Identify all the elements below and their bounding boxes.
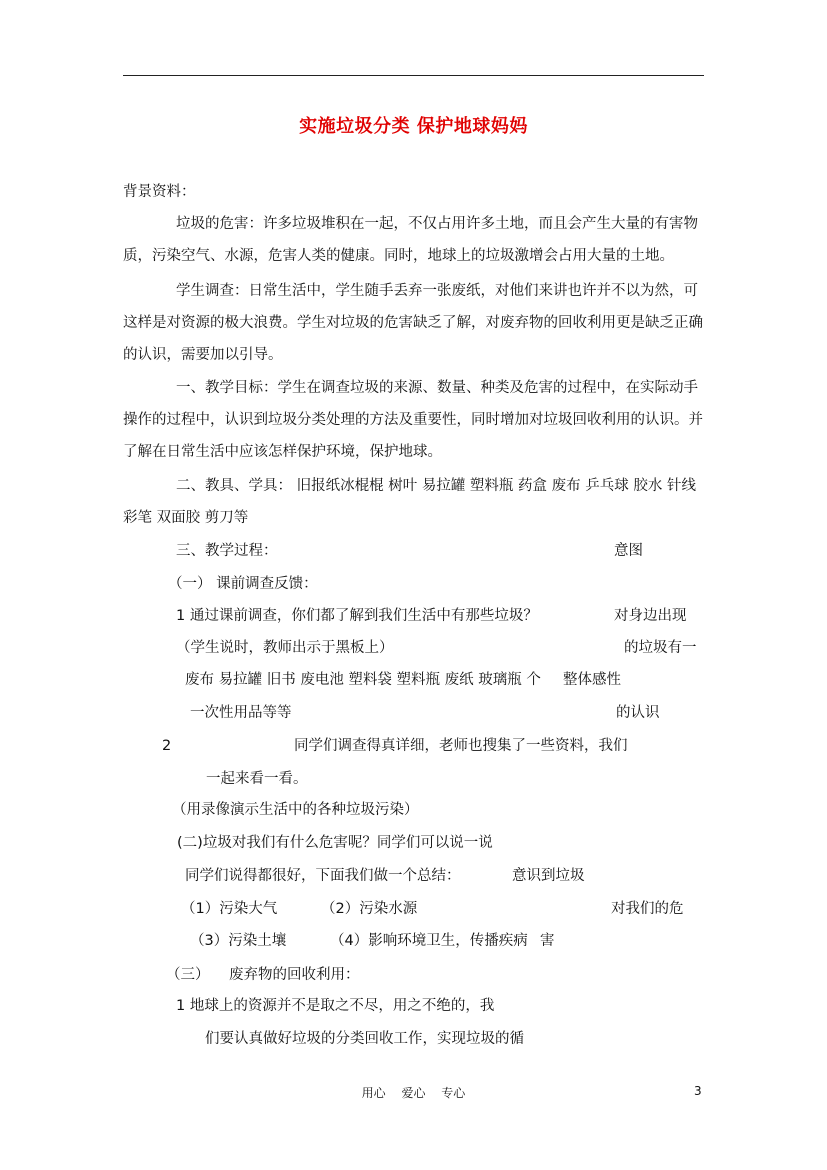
paragraph-line: （1）污染大气	[181, 901, 278, 917]
intent-column-line: 意识到垃圾	[512, 868, 585, 884]
intent-column-line: 意图	[614, 543, 643, 559]
paragraph-line: 操作的过程中，认识到垃圾分类处理的方法及重要性，同时增加对垃圾回收利用的认识。并	[123, 412, 703, 428]
paragraph-line: 一起来看一看。	[206, 771, 308, 787]
intent-column-line: 对我们的危	[611, 901, 684, 917]
paragraph-line: 学生调查：日常生活中，学生随手丢弃一张废纸，对他们来讲也许并不以为然，可	[176, 283, 698, 299]
intent-column-line: 的认识	[616, 705, 660, 721]
paragraph-line: 同学们说得都很好，下面我们做一个总结：	[185, 868, 461, 884]
intent-column-line: 害	[540, 933, 555, 949]
paragraph-line: 这样是对资源的极大浪费。学生对垃圾的危害缺乏了解，对废弃物的回收利用更是缺乏正确	[123, 315, 703, 331]
paragraph-line: （3）污染土壤	[190, 933, 287, 949]
section-heading: 背景资料：	[123, 184, 196, 200]
paragraph-line: 废弃物的回收利用：	[229, 967, 360, 983]
paragraph-line: 废布 易拉罐 旧书 废电池 塑料袋 塑料瓶 废纸 玻璃瓶 个	[185, 672, 541, 688]
paragraph-line: 1 通过课前调查，你们都了解到我们生活中有那些垃圾？	[176, 608, 538, 624]
intent-column-line: 对身边出现	[614, 608, 687, 624]
paragraph-line: 了解在日常生活中应该怎样保护环境，保护地球。	[123, 444, 442, 460]
paragraph-line: (二)垃圾对我们有什么危害呢？同学们可以说一说	[177, 835, 493, 851]
header-rule	[123, 75, 704, 76]
intent-column-line: 的垃圾有一	[624, 640, 697, 656]
footer-motto: 用心 爱心 专心	[361, 1086, 466, 1100]
document-title: 实施垃圾分类 保护地球妈妈	[299, 116, 528, 137]
paragraph-line: 2	[162, 738, 172, 754]
paragraph-line: 三、教学过程：	[176, 543, 278, 559]
page-number: 3	[694, 1084, 702, 1098]
paragraph-line: 彩笔 双面胶 剪刀等	[123, 510, 249, 526]
paragraph-line: 同学们调查得真详细，老师也搜集了一些资料，我们	[294, 738, 628, 754]
paragraph-line: 一次性用品等等	[190, 705, 292, 721]
paragraph-line: 垃圾的危害：许多垃圾堆积在一起，不仅占用许多土地，而且会产生大量的有害物	[176, 216, 698, 232]
paragraph-line: （用录像演示生活中的各种垃圾污染）	[172, 802, 419, 818]
paragraph-line: 二、教具、学具： 旧报纸冰棍棍 树叶 易拉罐 塑料瓶 药盒 废布 乒乓球 胶水 针线	[176, 478, 696, 494]
paragraph-line: （学生说时，教师出示于黑板上）	[176, 640, 394, 656]
paragraph-line: （2）污染水源	[321, 901, 418, 917]
paragraph-line: 质，污染空气、水源，危害人类的健康。同时，地球上的垃圾激增会占用大量的土地。	[123, 248, 674, 264]
paragraph-line: 们要认真做好垃圾的分类回收工作，实现垃圾的循	[205, 1031, 524, 1047]
paragraph-line: （一） 课前调查反馈：	[168, 576, 318, 592]
paragraph-line: （4）影响环境卫生，传播疾病	[330, 933, 528, 949]
paragraph-line: 的认识，需要加以引导。	[123, 347, 283, 363]
paragraph-line: 1 地球上的资源并不是取之不尽，用之不绝的，我	[176, 998, 495, 1014]
intent-column-line: 整体感性	[563, 672, 621, 688]
paragraph-line: 一、教学目标：学生在调查垃圾的来源、数量、种类及危害的过程中，在实际动手	[176, 380, 698, 396]
paragraph-line: （三）	[166, 967, 210, 983]
